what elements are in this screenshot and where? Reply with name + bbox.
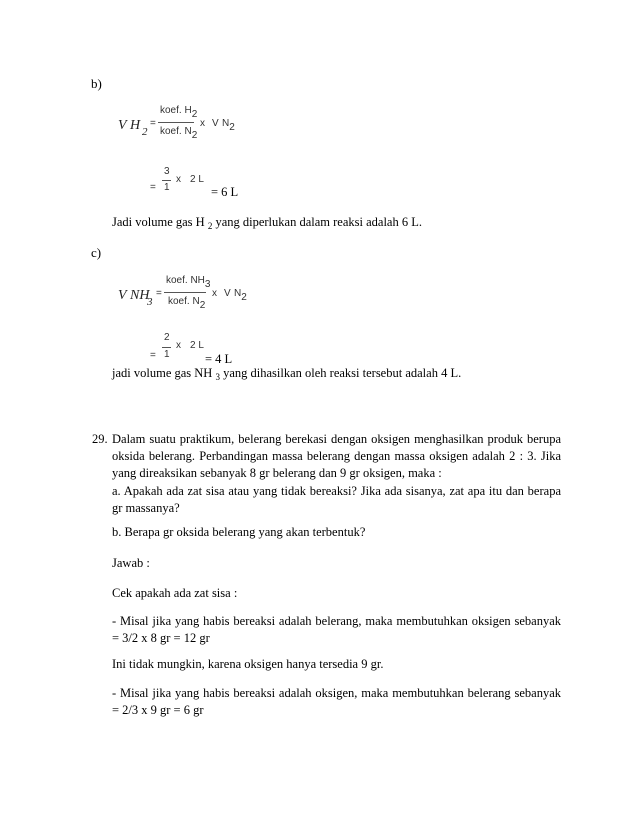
part-b-step-den: 1 (164, 182, 170, 193)
part-b-step-bar (162, 180, 171, 181)
part-b-num: koef. H2 (160, 105, 198, 120)
stem-line: oksida belerang. Perbandingan massa belerang dengan massa oksigen adalah 2 : 3. Jika (112, 449, 561, 463)
part-c-n: N2 (234, 288, 247, 303)
answer-heading: Jawab : (112, 556, 150, 570)
part-c-lhs-v: V (118, 288, 127, 303)
assumption-sulfur-line: = 3/2 x 8 gr = 12 gr (112, 631, 210, 645)
part-c-lhs-h: NH (130, 288, 150, 303)
part-c-v: V (224, 288, 231, 299)
question-a-line: gr massanya? (112, 501, 180, 515)
question-a (112, 483, 561, 517)
question-number: 29. (92, 432, 108, 446)
part-c-num: koef. NH3 (166, 275, 211, 290)
check-remainder-heading: Cek apakah ada zat sisa : (112, 586, 238, 600)
part-c-times: x (212, 288, 217, 299)
part-c-step-bar (162, 347, 171, 348)
part-c-step-times: x (176, 340, 181, 351)
assumption-oxygen-line: - Misal jika yang habis bereaksi adalah oksigen, maka membutuhkan belerang sebanyak (112, 686, 561, 700)
part-c-step-eq: = (150, 350, 156, 361)
part-b-conclusion: Jadi volume gas H $_2$ yang diperlukan dalam reaksi adalah 6 L. (112, 215, 422, 231)
part-b-step-qty: 2 L (190, 174, 204, 185)
part-b-lhs-h: H (130, 118, 141, 133)
part-b-den: koef. N2 (160, 126, 198, 141)
part-b-step-eq: = (150, 182, 156, 193)
part-c-step-num: 2 (164, 332, 170, 343)
part-b-v: V (212, 118, 219, 129)
question-a-line: a. Apakah ada zat sisa atau yang tidak bereaksi? Jika ada sisanya, zat apa itu dan berapa (112, 484, 561, 498)
question-stem (112, 431, 561, 482)
question-b: b. Berapa gr oksida belerang yang akan terbentuk? (112, 525, 366, 539)
part-c-conclusion: jadi volume gas NH $_3$ yang dihasilkan oleh reaksi tersebut adalah 4 L. (112, 366, 462, 382)
part-b-step-result: = 6 L (211, 185, 239, 199)
assumption-oxygen (112, 685, 561, 719)
part-c-lhs-sub: 3 (147, 296, 153, 308)
part-c-step-result: = 4 L (205, 352, 233, 366)
part-b-step-num: 3 (164, 166, 170, 177)
part-b-times: x (200, 118, 205, 129)
impossible-note: Ini tidak mungkin, karena oksigen hanya tersedia 9 gr. (112, 657, 384, 671)
part-b-label: b) (91, 76, 102, 91)
part-b-eq: = (150, 118, 156, 129)
part-b-lhs-v: V (118, 118, 127, 133)
part-c-den: koef. N2 (168, 296, 206, 311)
part-b-step-times: x (176, 174, 181, 185)
part-c-label: c) (91, 245, 102, 260)
part-c-fraction-bar (164, 292, 206, 293)
part-b-n: N2 (222, 118, 235, 133)
part-b-fraction-bar (158, 122, 194, 123)
part-c-step-den: 1 (164, 349, 170, 360)
part-b-lhs-sub: 2 (142, 126, 148, 138)
stem-line: yang direaksikan sebanyak 8 gr belerang dan 9 gr oksigen, maka : (112, 466, 442, 480)
assumption-sulfur-line: - Misal jika yang habis bereaksi adalah belerang, maka membutuhkan oksigen sebanyak (112, 614, 561, 628)
assumption-sulfur (112, 613, 561, 647)
stem-line: Dalam suatu praktikum, belerang berekasi dengan oksigen menghasilkan produk berupa (112, 432, 561, 446)
part-c-step-qty: 2 L (190, 340, 204, 351)
assumption-oxygen-line: = 2/3 x 9 gr = 6 gr (112, 703, 204, 717)
part-c-eq: = (156, 288, 162, 299)
